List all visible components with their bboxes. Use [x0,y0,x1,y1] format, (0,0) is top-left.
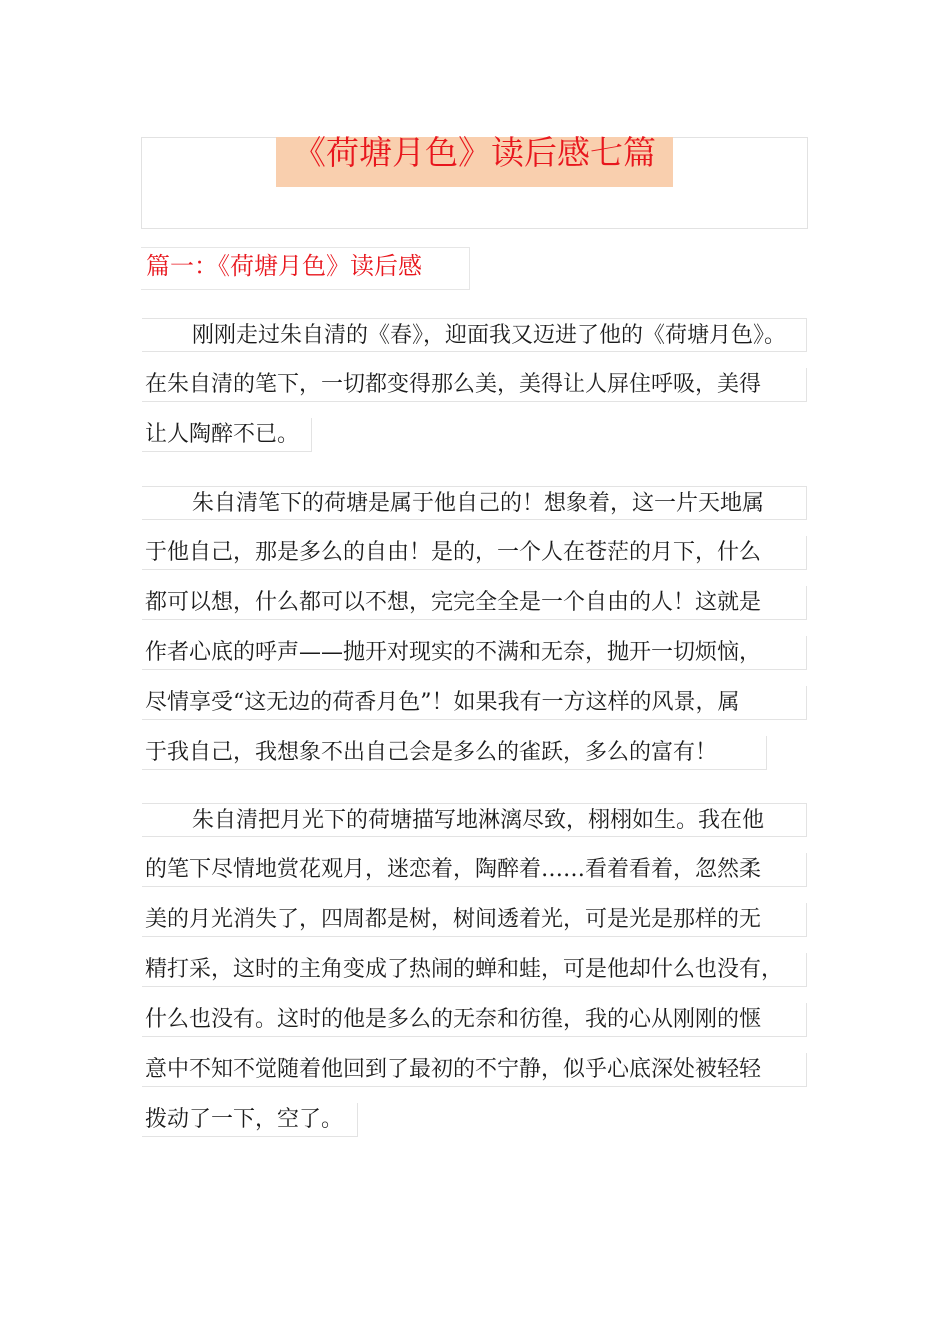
document-title: 《荷塘月色》读后感七篇 [293,133,656,172]
paragraph-2-line-2: 于他自己，那是多么的自由！是的，一个人在苍茫的月下，什么 [142,536,807,570]
paragraph-3-line-6: 意中不知不觉随着他回到了最初的不宁静，似乎心底深处被轻轻 [142,1053,807,1087]
paragraph-3-line-4: 精打采，这时的主角变成了热闹的蝉和蛙，可是他却什么也没有， [142,953,807,987]
paragraph-3-line-3: 美的月光消失了，四周都是树，树间透着光，可是光是那样的无 [142,903,807,937]
paragraph-2-line-3: 都可以想，什么都可以不想，完完全全是一个自由的人！这就是 [142,586,807,620]
paragraph-2-line-4: 作者心底的呼声——抛开对现实的不满和无奈，抛开一切烦恼， [142,636,807,670]
paragraph-2-line-1: 朱自清笔下的荷塘是属于他自己的！想象着，这一片天地属 [142,486,807,520]
paragraph-1-line-1: 刚刚走过朱自清的《春》，迎面我又迈进了他的《荷塘月色》。 [142,318,807,352]
paragraph-3-line-1: 朱自清把月光下的荷塘描写地淋漓尽致，栩栩如生。我在他 [142,803,807,837]
paragraph-3-line-5: 什么也没有。这时的他是多么的无奈和彷徨，我的心从刚刚的惬 [142,1003,807,1037]
paragraph-3-line-7: 拨动了一下，空了。 [142,1103,358,1137]
paragraph-2-line-6: 于我自己，我想象不出自己会是多么的雀跃，多么的富有！ [142,736,767,770]
section-heading: 篇一：《荷塘月色》读后感 [146,252,422,280]
paragraph-1-line-2: 在朱自清的笔下，一切都变得那么美，美得让人屏住呼吸，美得 [142,368,807,402]
paragraph-1-line-3: 让人陶醉不已。 [142,418,312,452]
paragraph-2-line-5: 尽情享受“这无边的荷香月色”！如果我有一方这样的风景，属 [142,686,807,720]
paragraph-3-line-2: 的笔下尽情地赏花观月，迷恋着，陶醉着……看着看着，忽然柔 [142,853,807,887]
